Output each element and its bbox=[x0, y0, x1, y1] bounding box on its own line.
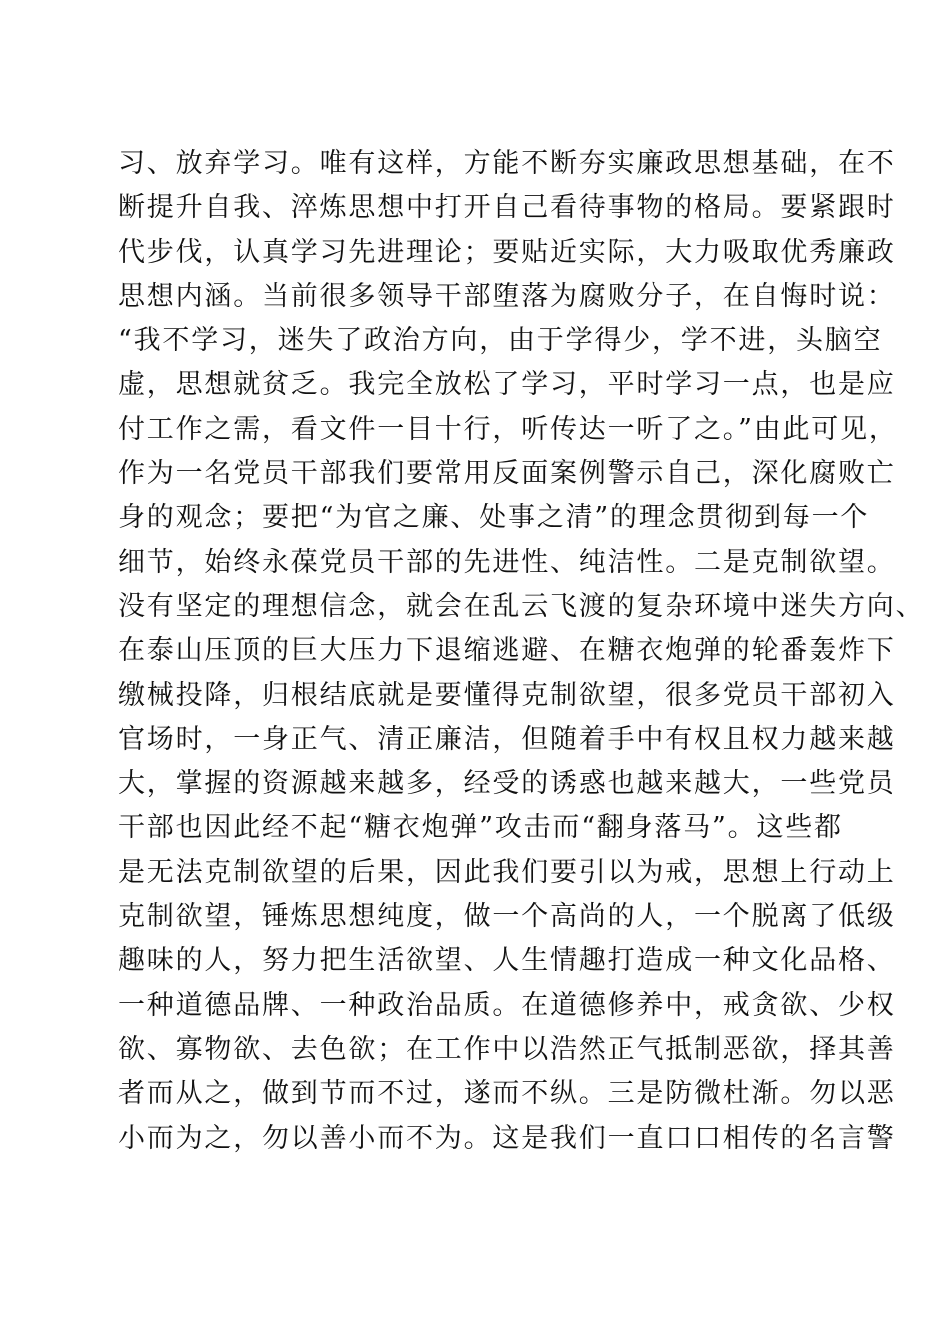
text-line-8: 作为一名党员干部我们要常用反面案例警示自己，深化腐败亡 bbox=[118, 458, 896, 490]
text-line-4: 思想内涵。当前很多领导干部堕落为腐败分子，在自悔时说： bbox=[118, 280, 896, 312]
text-line-3: 代步伐，认真学习先进理论；要贴近实际，大力吸取优秀廉政 bbox=[118, 236, 896, 268]
text-line-2: 断提升自我、淬炼思想中打开自己看待事物的格局。要紧跟时 bbox=[118, 192, 896, 224]
text-line-7: 付工作之需，看文件一目十行，听传达一听了之。”由此可见， bbox=[118, 413, 898, 445]
text-line-9: 身的观念；要把“为官之廉、处事之清”的理念贯彻到每一个 bbox=[118, 502, 870, 534]
text-line-14: 官场时，一身正气、清正廉洁，但随着手中有权且权力越来越 bbox=[118, 723, 896, 755]
text-line-5: “我不学习，迷失了政治方向，由于学得少，学不进，头脑空 bbox=[118, 325, 883, 357]
text-line-16: 干部也因此经不起“糖衣炮弹”攻击而“翻身落马”。这些都 bbox=[118, 812, 843, 844]
text-line-10: 细节，始终永葆党员干部的先进性、纯洁性。二是克制欲望。 bbox=[118, 546, 896, 578]
text-line-13: 缴械投降，归根结底就是要懂得克制欲望，很多党员干部初入 bbox=[118, 679, 896, 711]
text-line-21: 欲、寡物欲、去色欲；在工作中以浩然正气抵制恶欲，择其善 bbox=[118, 1033, 896, 1065]
text-line-12: 在泰山压顶的巨大压力下退缩逃避、在糖衣炮弹的轮番轰炸下 bbox=[118, 635, 896, 667]
text-line-22: 者而从之，做到节而不过，遂而不纵。三是防微杜渐。勿以恶 bbox=[118, 1078, 896, 1110]
text-line-18: 克制欲望，锤炼思想纯度，做一个高尚的人，一个脱离了低级 bbox=[118, 901, 896, 933]
text-line-1: 习、放弃学习。唯有这样，方能不断夯实廉政思想基础，在不 bbox=[118, 148, 896, 179]
text-line-11: 没有坚定的理想信念，就会在乱云飞渡的复杂环境中迷失方向、 bbox=[118, 590, 925, 622]
text-line-23: 小而为之，勿以善小而不为。这是我们一直口口相传的名言警 bbox=[118, 1122, 896, 1154]
text-line-20: 一种道德品牌、一种政治品质。在道德修养中，戒贪欲、少权 bbox=[118, 989, 896, 1021]
text-line-6: 虚，思想就贫乏。我完全放松了学习，平时学习一点，也是应 bbox=[118, 369, 896, 401]
text-line-17: 是无法克制欲望的后果，因此我们要引以为戒，思想上行动上 bbox=[118, 856, 896, 888]
text-line-19: 趣味的人，努力把生活欲望、人生情趣打造成一种文化品格、 bbox=[118, 945, 896, 977]
text-line-15: 大，掌握的资源越来越多，经受的诱惑也越来越大，一些党员 bbox=[118, 768, 896, 800]
body-text bbox=[118, 142, 925, 1161]
